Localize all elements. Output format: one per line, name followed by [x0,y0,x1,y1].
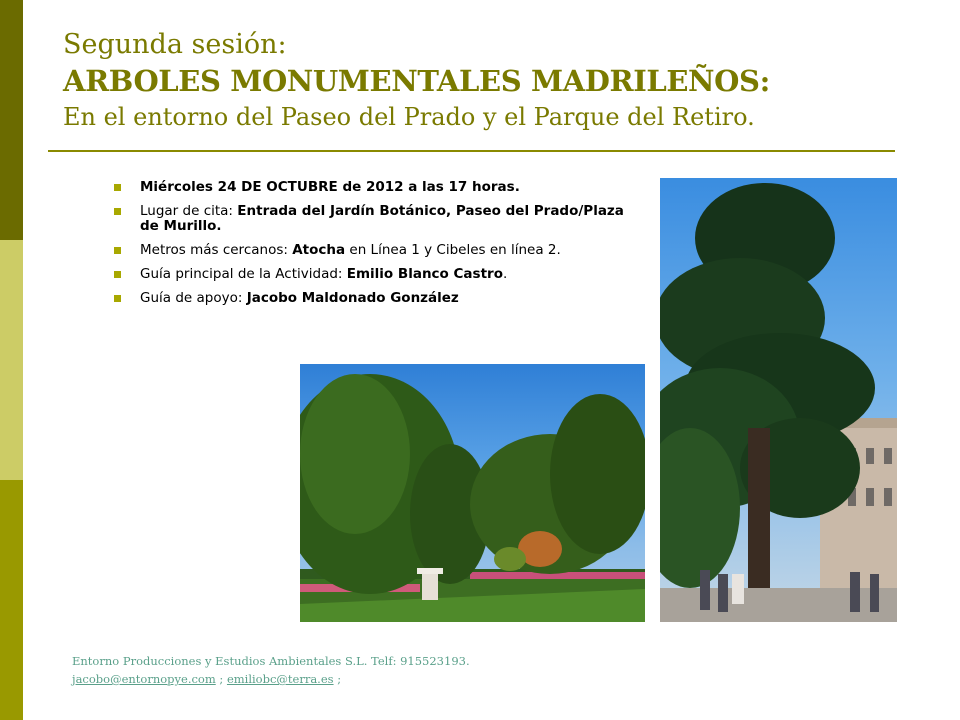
list-item-metro [114,243,634,258]
title-subtitle: En el entorno del Paseo del Prado y el Parque del Retiro. [63,103,755,131]
list-item-date [114,180,634,195]
slide-title [63,28,943,134]
bullet-icon [114,271,121,278]
garden-trees-photo [300,364,645,622]
footer-separator: ; [215,672,227,686]
meeting-point-value: Entrada del Jardín Botánico, Paseo del Prado/Plaza de Murillo. [140,203,624,234]
footer [72,652,470,688]
meeting-point-label: Lugar de cita: [140,203,238,219]
title-session: Segunda sesión: [63,29,287,60]
accent-bar-middle [0,240,23,480]
list-item-meeting-point [114,204,634,234]
metro-rest: en Línea 1 y Cibeles en línea 2. [345,242,561,258]
metro-label: Metros más cercanos: [140,242,293,258]
bullet-icon [114,208,121,215]
footer-separator-end: ; [333,672,342,686]
main-guide-value: Emilio Blanco Castro [346,266,503,282]
date-text: Miércoles 24 DE OCTUBRE de 2012 a las 17 horas. [140,179,520,195]
bullet-icon [114,295,121,302]
footer-contacts [72,670,470,688]
details-list [114,180,634,315]
metro-value: Atocha [292,242,346,258]
list-item-main-guide [114,267,634,282]
cedar-tree-photo [660,178,897,622]
cedar-tree-illustration [660,178,897,622]
support-guide-label: Guía de apoyo: [140,290,247,306]
email-link-emilio[interactable]: emiliobc@terra.es [226,672,334,686]
support-guide-value: Jacobo Maldonado González [246,290,459,306]
accent-bar-bottom [0,480,23,720]
bullet-icon [114,247,121,254]
bullet-icon [114,184,121,191]
footer-company: Entorno Producciones y Estudios Ambientales S.L. Telf: 915523193. [72,654,470,668]
list-item-support-guide [114,291,634,306]
accent-bar-top [0,0,23,240]
main-guide-rest: . [502,266,508,282]
title-main: ARBOLES MONUMENTALES MADRILEÑOS: [63,64,770,98]
garden-trees-illustration [300,364,645,622]
main-guide-label: Guía principal de la Actividad: [140,266,347,282]
email-link-jacobo[interactable]: jacobo@entornopye.com [72,672,216,686]
title-divider [48,150,895,152]
